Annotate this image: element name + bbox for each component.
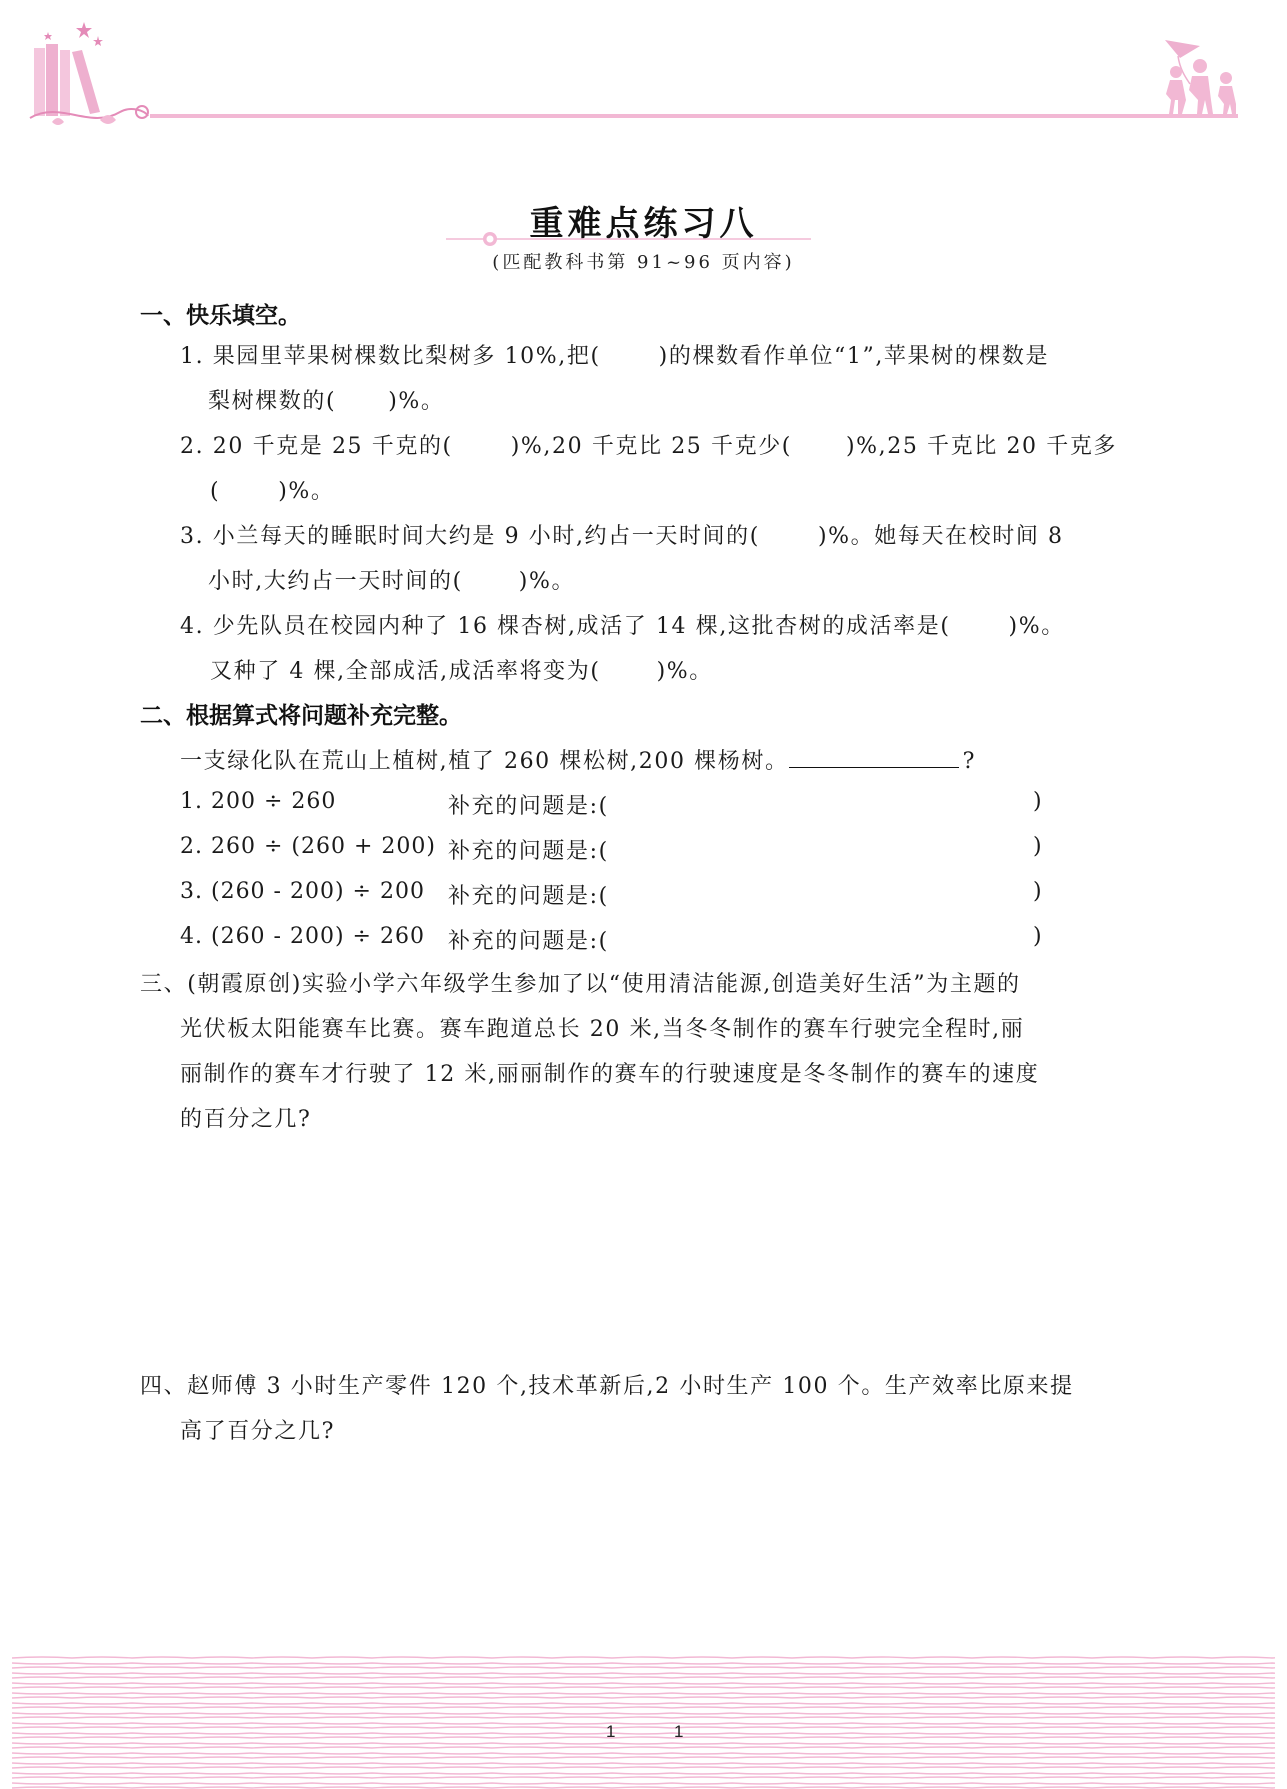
stem-blank-line [789,747,959,768]
close-paren-3: ) [1033,879,1042,904]
footer-stripe [12,1753,1275,1754]
formula-3: 3. (260 - 200) ÷ 200 [180,879,425,904]
close-paren-2: ) [1033,834,1042,859]
section-heading-1: 一、快乐填空。 [140,303,301,329]
q1-text-b: )的棵数看作单位“1”,苹果树的棵数是 [658,344,1050,369]
footer-stripe [12,1747,1275,1748]
footer-stripe [12,1743,1275,1744]
q3-text-d: )%。 [518,569,576,594]
section4-line-2: 高了百分之几? [180,1419,335,1444]
q2-text-e: )%。 [278,479,335,504]
footer-stripe [12,1763,1275,1764]
footer-stripe [12,1673,1275,1674]
question-3-line-1 [180,519,1064,550]
footer-stripe [12,1723,1275,1724]
fill-label-1: 补充的问题是:( [448,794,609,819]
section3-line-2: 光伏板太阳能赛车比赛。赛车跑道总长 20 米,当冬冬制作的赛车行驶完全程时,丽 [180,1017,1025,1042]
footer-stripe [12,1687,1275,1688]
footer-stripe [12,1703,1275,1704]
q3-text-a: 3. 小兰每天的睡眠时间大约是 9 小时,约占一天时间的( [180,524,760,549]
close-paren-4: ) [1033,924,1042,949]
page-subtitle: (匹配教科书第 91~96 页内容) [492,252,795,273]
fill-label-2: 补充的问题是:( [448,839,609,864]
footer-stripe [12,1777,1275,1778]
footer-stripe [12,1683,1275,1684]
question-1-line-1 [180,339,1049,370]
footer-stripe [12,1657,1275,1658]
header-decoration [0,0,1287,130]
footer-stripe [12,1663,1275,1664]
q1-text-c: 梨树棵数的( [208,389,337,414]
title-underline [446,232,811,246]
footer-stripe [12,1757,1275,1758]
q3-text-b: )%。她每天在校时间 8 [817,524,1064,549]
section3-line-3: 丽制作的赛车才行驶了 12 米,丽丽制作的赛车的行驶速度是冬冬制作的赛车的速度 [180,1062,1040,1087]
q4-text-a: 4. 少先队员在校园内种了 16 棵杏树,成活了 14 棵,这批杏树的成活率是( [180,614,951,639]
question-1-line-2 [208,384,444,415]
footer-stripe [12,1693,1275,1694]
star-icon [44,22,103,46]
footer-stripe [12,1727,1275,1728]
q1-text-d: )%。 [388,389,445,414]
formula-2: 2. 260 ÷ (260 + 200) [180,834,436,859]
footer-stripe [12,1697,1275,1698]
footer-stripe [12,1667,1275,1668]
q4-text-d: )%。 [656,659,713,684]
q2-text-a: 2. 20 千克是 25 千克的( [180,434,453,459]
question-2-line-1 [180,429,1117,460]
section-heading-2: 二、根据算式将问题补充完整。 [140,703,462,729]
books-icon [30,44,148,125]
fill-label-3: 补充的问题是:( [448,884,609,909]
section2-stem [180,744,976,775]
q2-text-d: ( [210,479,221,504]
close-paren-1: ) [1033,789,1042,814]
page-number-left: 1 [606,1722,616,1741]
children-kite-icon [1165,40,1236,114]
footer-stripe [12,1677,1275,1678]
footer-wave-pattern [12,1654,1275,1789]
formula-1: 1. 200 ÷ 260 [180,789,337,814]
question-4-line-1 [180,609,1065,640]
footer-stripe [12,1707,1275,1708]
page-number-right: 1 [674,1722,684,1741]
footer-stripe [12,1767,1275,1768]
section4-line-1: 四、赵师傅 3 小时生产零件 120 个,技术革新后,2 小时生产 100 个。生产效率比原来提 [140,1374,1074,1399]
question-3-line-2 [208,564,575,595]
section3-line-4: 的百分之几? [180,1107,312,1132]
footer-stripe [12,1713,1275,1714]
fill-label-4: 补充的问题是:( [448,929,609,954]
footer-stripe [12,1787,1275,1788]
footer-stripe [12,1783,1275,1784]
footer-stripe [12,1717,1275,1718]
q4-text-c: 又种了 4 棵,全部成活,成活率将变为( [210,659,601,684]
q3-text-c: 小时,大约占一天时间的( [208,569,463,594]
stem-text: 一支绿化队在荒山上植树,植了 260 棵松树,200 棵杨树。 [180,749,789,774]
q1-text-a: 1. 果园里苹果树棵数比梨树多 10%,把( [180,344,601,369]
formula-4: 4. (260 - 200) ÷ 260 [180,924,425,949]
question-2-line-2 [210,474,334,505]
q2-text-b: )%,20 千克比 25 千克少( [510,434,792,459]
footer-stripe [12,1733,1275,1734]
footer-stripe [12,1737,1275,1738]
stem-question-mark: ? [962,749,976,774]
section3-line-1: 三、(朝霞原创)实验小学六年级学生参加了以“使用清洁能源,创造美好生活”为主题的 [140,972,1021,997]
q2-text-c: )%,25 千克比 20 千克多 [845,434,1118,459]
page-title: 重难点练习八 [529,204,758,244]
footer-stripe [12,1773,1275,1774]
q4-text-b: )%。 [1008,614,1065,639]
question-4-line-2 [210,654,713,685]
